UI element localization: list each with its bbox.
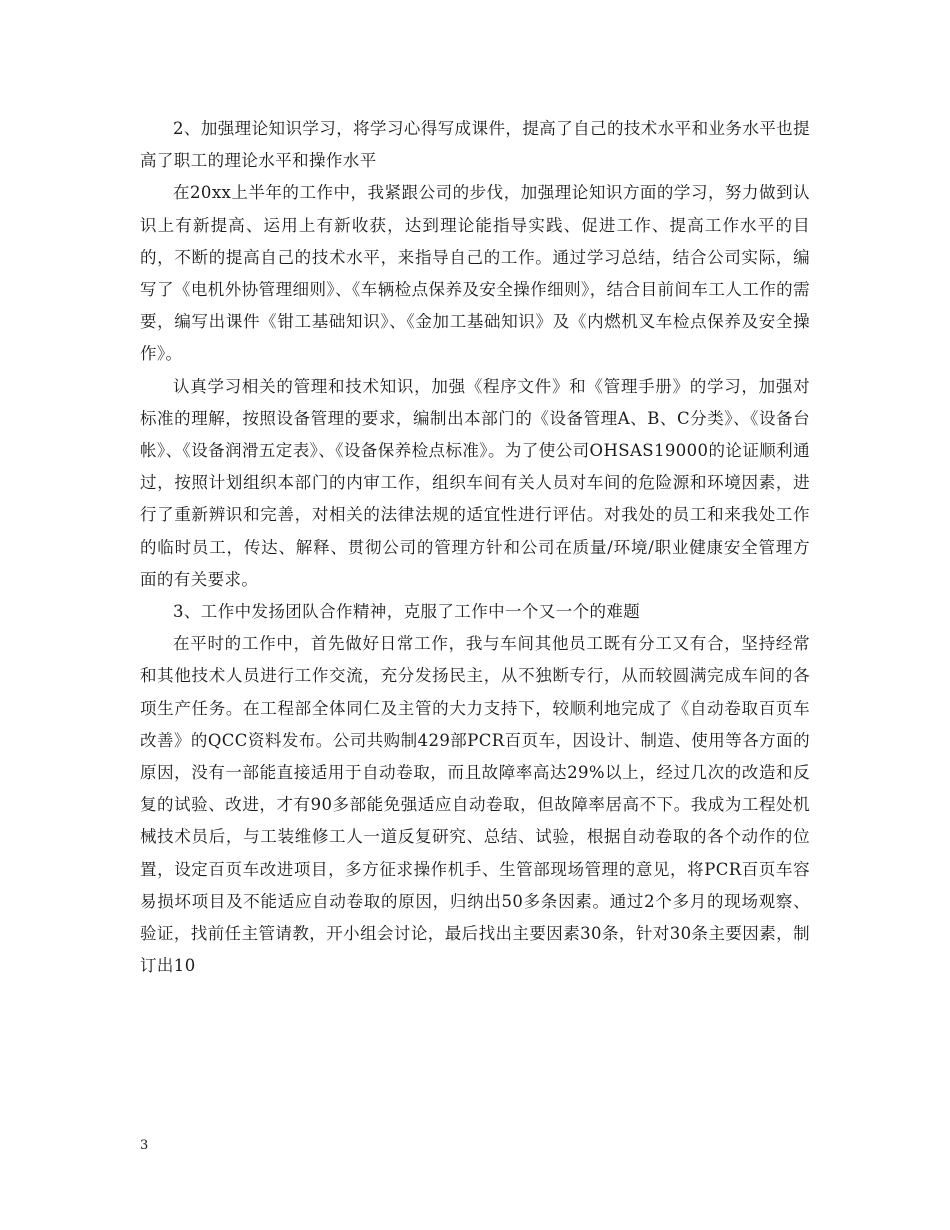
paragraph-heading-2: 2、加强理论知识学习，将学习心得写成课件，提高了自己的技术水平和业务水平也提高了职工的理论水平和操作水平 [140,119,810,171]
paragraph: 认真学习相关的管理和技术知识，加强《程序文件》和《管理手册》的学习，加强对标准的理解，按照设备管理的要求，编制出本部门的《设备管理A、B、C分类》、《设备台帐》、《设备润滑五定表》、《设备保养检点标准》。为了使公司OHSAS19000的论证顺利通过，按照计划组织本部门的内审工作，组织车间有关人员对车间的危险源和环境因素，进行了重新辨识和完善，对相关的法律法规的适宜性进行评估。对我处的员工和来我处工作的临时员工，传达、解释、贯彻公司的管理方针和公司在质量/环境/职业健康安全管理方面的有关要求。 [140,376,810,589]
paragraph-heading-3: 3、工作中发扬团队合作精神，克服了工作中一个又一个的难题 [173,602,641,622]
paragraph: 在20xx上半年的工作中，我紧跟公司的步伐，加强理论知识方面的学习，努力做到认识上有新提高、运用上有新收获，达到理论能指导实践、促进工作、提高工作水平的目的，不断的提高自己的技术水平，来指导自己的工作。通过学习总结，结合公司实际，编写了《电机外协管理细则》、《车辆检点保养及安全操作细则》，结合目前间车工人工作的需要，编写出课件《钳工基础知识》、《金加工基础知识》及《内燃机叉车检点保养及安全操作》。 [140,183,810,364]
page-number: 3 [140,1138,149,1153]
document-body [140,113,810,982]
paragraph: 在平时的工作中，首先做好日常工作，我与车间其他员工既有分工又有合，坚持经常和其他技术人员进行工作交流，充分发扬民主，从不独断专行，从而较圆满完成车间的各项生产任务。在工程部全体同仁及主管的大力支持下，较顺利地完成了《自动卷取百页车改善》的QCC资料发布。公司共购制429部PCR百页车，因设计、制造、使用等各方面的原因，没有一部能直接适用于自动卷取，而且故障率高达29%以上，经过几次的改造和反复的试验、改进，才有90多部能免强适应自动卷取，但故障率居高不下。我成为工程处机械技术员后，与工装维修工人一道反复研究、总结、试验，根据自动卷取的各个动作的位置，设定百页车改进项目，多方征求操作机手、生管部现场管理的意见，将PCR百页车容易损坏项目及不能适应自动卷取的原因，归纳出50多条因素。通过2个多月的现场观察、验证，找前任主管请教，开小组会讨论，最后找出主要因素30条，针对30条主要因素，制订出10 [140,634,810,976]
